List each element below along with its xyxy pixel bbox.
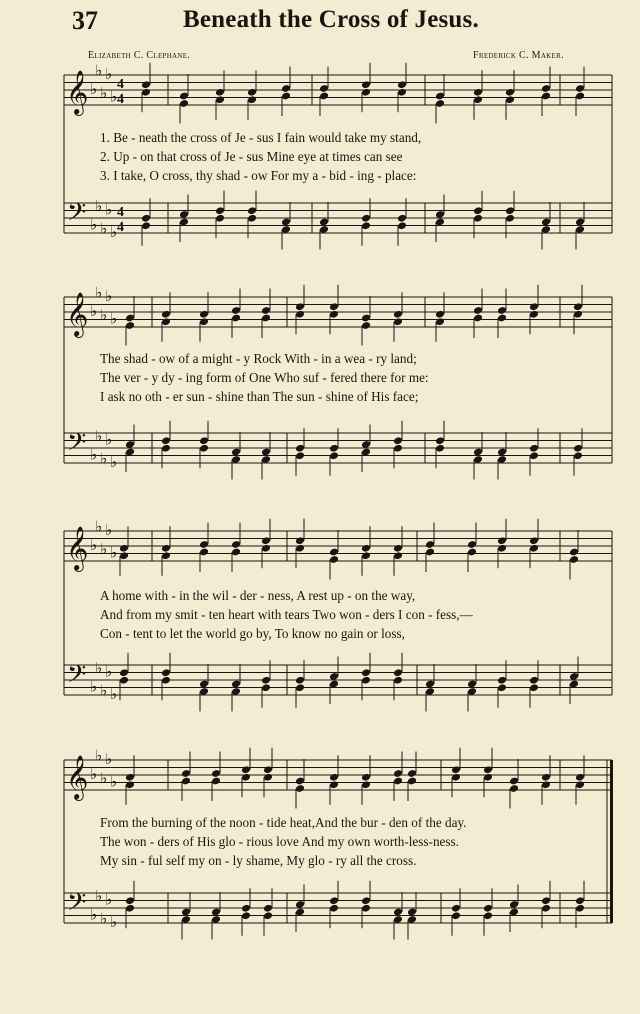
flat-icon: ♭ [105,430,113,449]
flat-icon: ♭ [95,746,103,765]
lyric-line: I ask no oth - er sun - shine than The sun - shine of His face; [100,389,419,404]
flat-icon: ♭ [95,426,103,445]
flat-icon: ♭ [95,283,103,302]
bass-clef-icon: 𝄢 [67,660,87,695]
lyric-line: The shad - ow of a might - y Rock With - in a wea - ry land; [100,351,417,366]
lyric-line: 2. Up - on that cross of Je - sus Mine eye at times can see [100,149,403,164]
flat-icon: ♭ [110,913,118,931]
lyric-line: A home with - in the wil - der - ness, A rest up - on the way, [100,588,416,603]
flat-icon: ♭ [95,196,103,215]
flat-icon: ♭ [100,539,108,558]
lyric-line: Con - tent to let the world go by, To know no gain or loss, [100,626,405,641]
flat-icon: ♭ [110,453,118,471]
flat-icon: ♭ [105,521,113,539]
bass-clef-icon: 𝄢 [67,198,87,233]
flat-icon: ♭ [110,87,118,106]
flat-icon: ♭ [100,449,108,468]
flat-icon: ♭ [100,681,108,700]
composer-credit: Frederick C. Maker. [473,50,564,61]
flat-icon: ♭ [90,536,98,554]
flat-icon: ♭ [90,905,98,924]
flat-icon: ♭ [110,309,118,328]
lyric-line: 1. Be - neath the cross of Je - sus I fain would take my stand, [100,130,422,145]
lyric-line: 3. I take, O cross, thy shad - ow For my a - bid - ing - place: [100,168,417,183]
flat-icon: ♭ [90,215,98,234]
flat-icon: ♭ [90,302,98,320]
flat-icon: ♭ [110,685,118,703]
final-barline-thick [610,760,613,923]
flat-icon: ♭ [110,223,118,241]
flat-icon: ♭ [100,305,108,324]
flat-icon: ♭ [105,287,113,305]
flat-icon: ♭ [95,61,103,80]
flat-icon: ♭ [95,517,103,536]
lyric-line: And from my smit - ten heart with tears Two won - ders I con - fess,— [100,607,473,622]
time-signature-bottom: 4 [117,220,124,235]
flat-icon: ♭ [110,543,118,562]
flat-icon: ♭ [105,200,113,219]
flat-icon: ♭ [90,445,98,464]
time-signature-top: 4 [117,77,124,92]
hymn-title: Beneath the Cross of Jesus. [183,6,479,33]
lyric-line: My sin - ful self my on - ly shame, My glo - ry all the cross. [100,853,417,868]
time-signature-top: 4 [117,205,124,220]
flat-icon: ♭ [100,909,108,928]
treble-clef-icon: 𝄞 [66,755,89,799]
flat-icon: ♭ [105,750,113,768]
treble-clef-icon: 𝄞 [66,70,89,114]
flat-icon: ♭ [95,886,103,905]
lyric-line: From the burning of the noon - tide heat,And the bur - den of the day. [100,815,467,830]
flat-icon: ♭ [90,677,98,696]
lyric-line: The won - ders of His glo - rious love And my own worth-less-ness. [100,834,459,849]
flat-icon: ♭ [105,662,113,681]
flat-icon: ♭ [105,890,113,909]
treble-clef-icon: 𝄞 [66,526,89,570]
flat-icon: ♭ [100,83,108,102]
hymn-number: 37 [72,6,98,35]
time-signature-bottom: 4 [117,92,124,107]
flat-icon: ♭ [105,65,113,83]
bass-clef-icon: 𝄢 [67,888,87,923]
flat-icon: ♭ [90,80,98,98]
lyricist-credit: Elizabeth C. Clephane. [88,50,191,61]
flat-icon: ♭ [95,658,103,677]
flat-icon: ♭ [100,768,108,787]
flat-icon: ♭ [100,219,108,238]
lyric-line: The ver - y dy - ing form of One Who suf - fered there for me: [100,370,429,385]
flat-icon: ♭ [110,772,118,791]
flat-icon: ♭ [90,765,98,783]
treble-clef-icon: 𝄞 [66,292,89,336]
bass-clef-icon: 𝄢 [67,428,87,463]
